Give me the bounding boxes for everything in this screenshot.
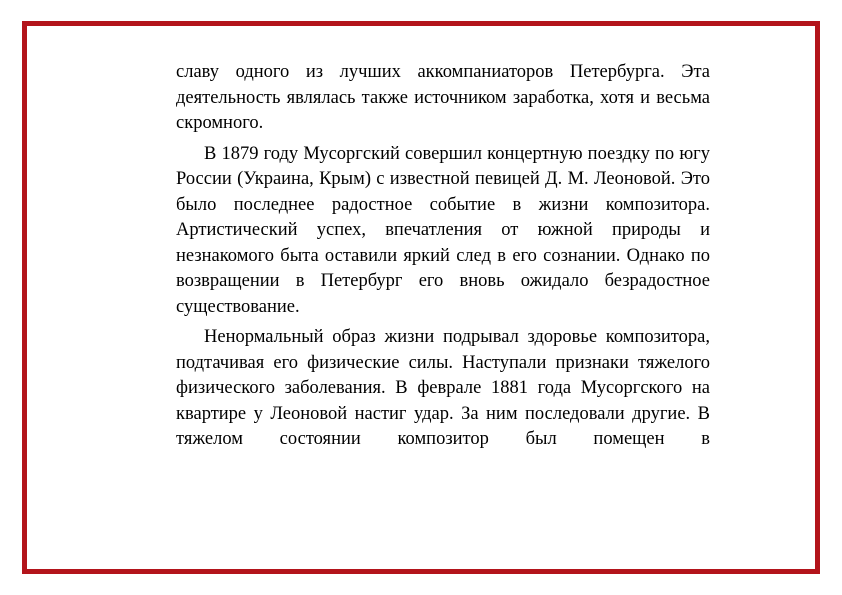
document-body xyxy=(176,60,710,453)
paragraph-concert-tour: В 1879 году Мусоргский совершил концертную поездку по югу России (Украина, Крым) с известной певицей Д. М. Леоновой. Это было последнее радостное событие в жизни композитора. Артистический успех, впечатления от южной природы и незнакомого быта оставили яркий след в его сознании. Однако по возвращении в Петербург его вновь ожидало безрадостное существование. xyxy=(176,143,710,317)
paragraph-illness: Ненормальный образ жизни подрывал здоровье композитора, подтачивая его физические силы. Наступали признаки тяжелого физического заболевания. В феврале 1881 года Мусоргского на квартире у Леоновой настиг удар. За ним последовали другие. В тяжелом состоянии композитор был помещен в xyxy=(176,327,710,449)
paragraph-continuation: славу одного из лучших аккомпаниаторов Петербурга. Эта деятельность являлась также источником заработка, хотя и весьма скромного. xyxy=(176,62,710,133)
